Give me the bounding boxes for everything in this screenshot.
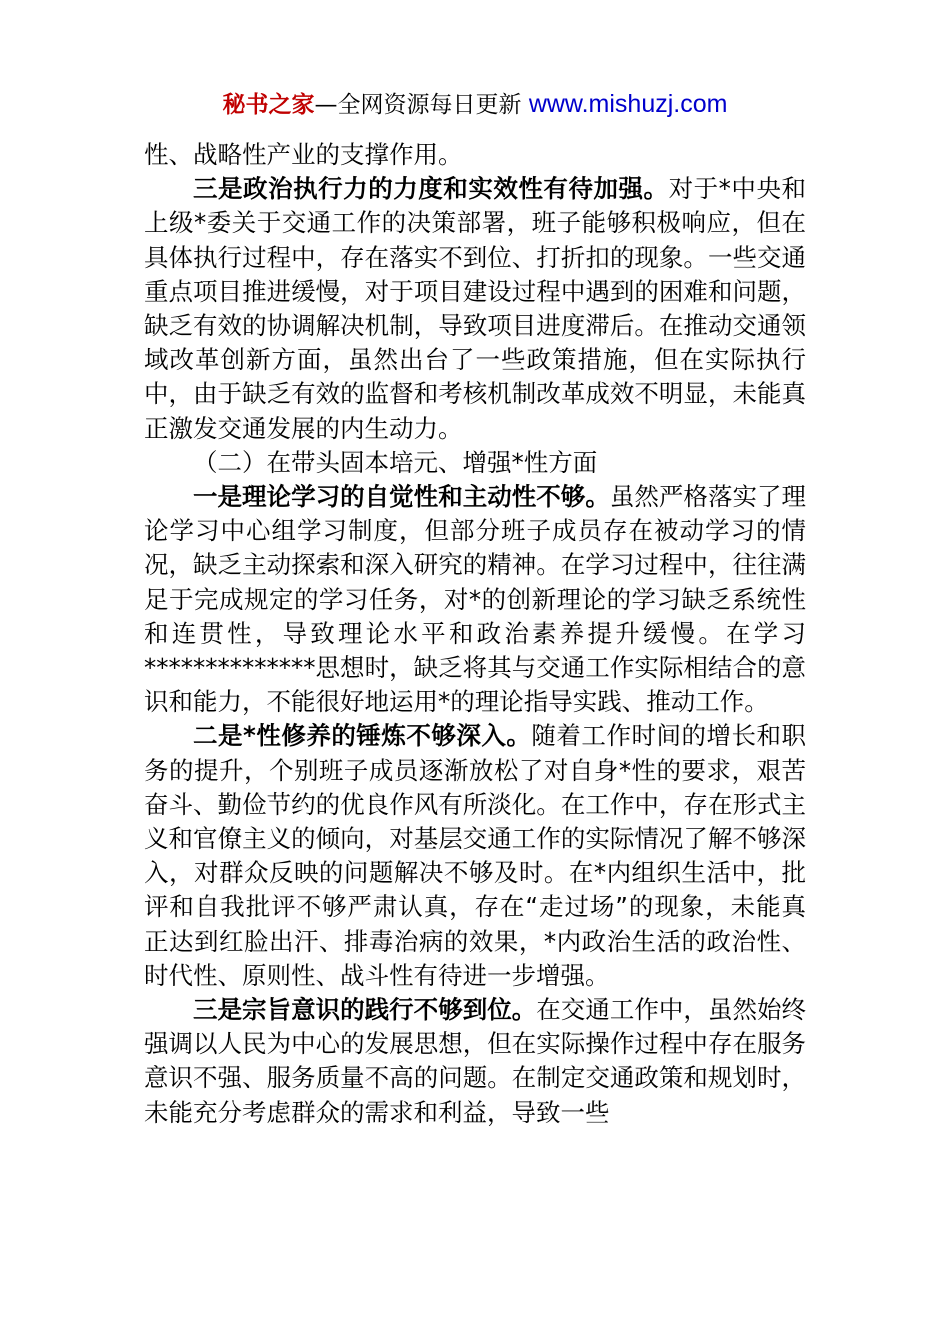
site-header <box>0 86 950 123</box>
paragraph-lead: 三是政治执行力的力度和实效性有待加强。 <box>193 174 669 204</box>
paragraph-lead: 二是*性修养的锤炼不够深入。 <box>193 721 532 751</box>
paragraph-continuation <box>144 138 806 172</box>
paragraph-text: 性、战略性产业的支撑作用。 <box>144 140 463 169</box>
section-heading <box>144 446 806 480</box>
paragraph-text: 对于*中央和上级*委关于交通工作的决策部署，班子能够积极响应，但在具体执行过程中，存在落实不到位、打折扣的现象。一些交通重点项目推进缓慢，对于项目建设过程中遇到的困难和问题，缺乏有效的协调解决机制，导致项目进度滞后。在推动交通领域改革创新方面，虽然出台了一些政策措施，但在实际执行中，由于缺乏有效的监督和考核机制改革成效不明显，未能真正激发交通发展的内生动力。 <box>144 174 806 443</box>
paragraph-lead: 三是宗旨意识的践行不够到位。 <box>193 995 537 1025</box>
document-body <box>144 138 806 1130</box>
section-heading-text: （二）在带头固本培元、增强*性方面 <box>193 447 598 477</box>
site-url-link[interactable]: www.mishuzj.com <box>528 90 728 118</box>
paragraph-text: 随着工作时间的增长和职务的提升，个别班子成员逐渐放松了对自身*性的要求，艰苦奋斗、勤俭节约的优良作风有所淡化。在工作中，存在形式主义和官僚主义的倾向，对基层交通工作的实际情况了解不够深入，对群众反映的问题解决不够及时。在*内组织生活中，批评和自我批评不够严肃认真，存在“走过场”的现象，未能真正达到红脸出汗、排毒治病的效果，*内政治生活的政治性、时代性、原则性、战斗性有待进一步增强。 <box>144 721 806 990</box>
paragraph <box>144 480 806 719</box>
site-tagline: —全网资源每日更新 <box>314 92 529 118</box>
paragraph-text: 虽然严格落实了理论学习中心组学习制度，但部分班子成员存在被动学习的情况，缺乏主动探索和深入研究的精神。在学习过程中，往往满足于完成规定的学习任务，对*的创新理论的学习缺乏系统性和连贯性，导致理论水平和政治素养提升缓慢。在学习**************思想时，缺乏将其与交通工作实际相结合的意识和能力，不能很好地运用*的理论指导实践、推动工作。 <box>144 482 807 717</box>
paragraph <box>144 172 806 446</box>
paragraph-text: 在交通工作中，虽然始终强调以人民为中心的发展思想，但在实际操作过程中存在服务意识不强、服务质量不高的问题。在制定交通政策和规划时，未能充分考虑群众的需求和利益，导致一些 <box>144 995 807 1127</box>
paragraph-lead: 一是理论学习的自觉性和主动性不够。 <box>193 482 610 512</box>
site-brand: 秘书之家 <box>222 92 315 118</box>
paragraph <box>144 719 806 993</box>
paragraph <box>144 993 806 1130</box>
